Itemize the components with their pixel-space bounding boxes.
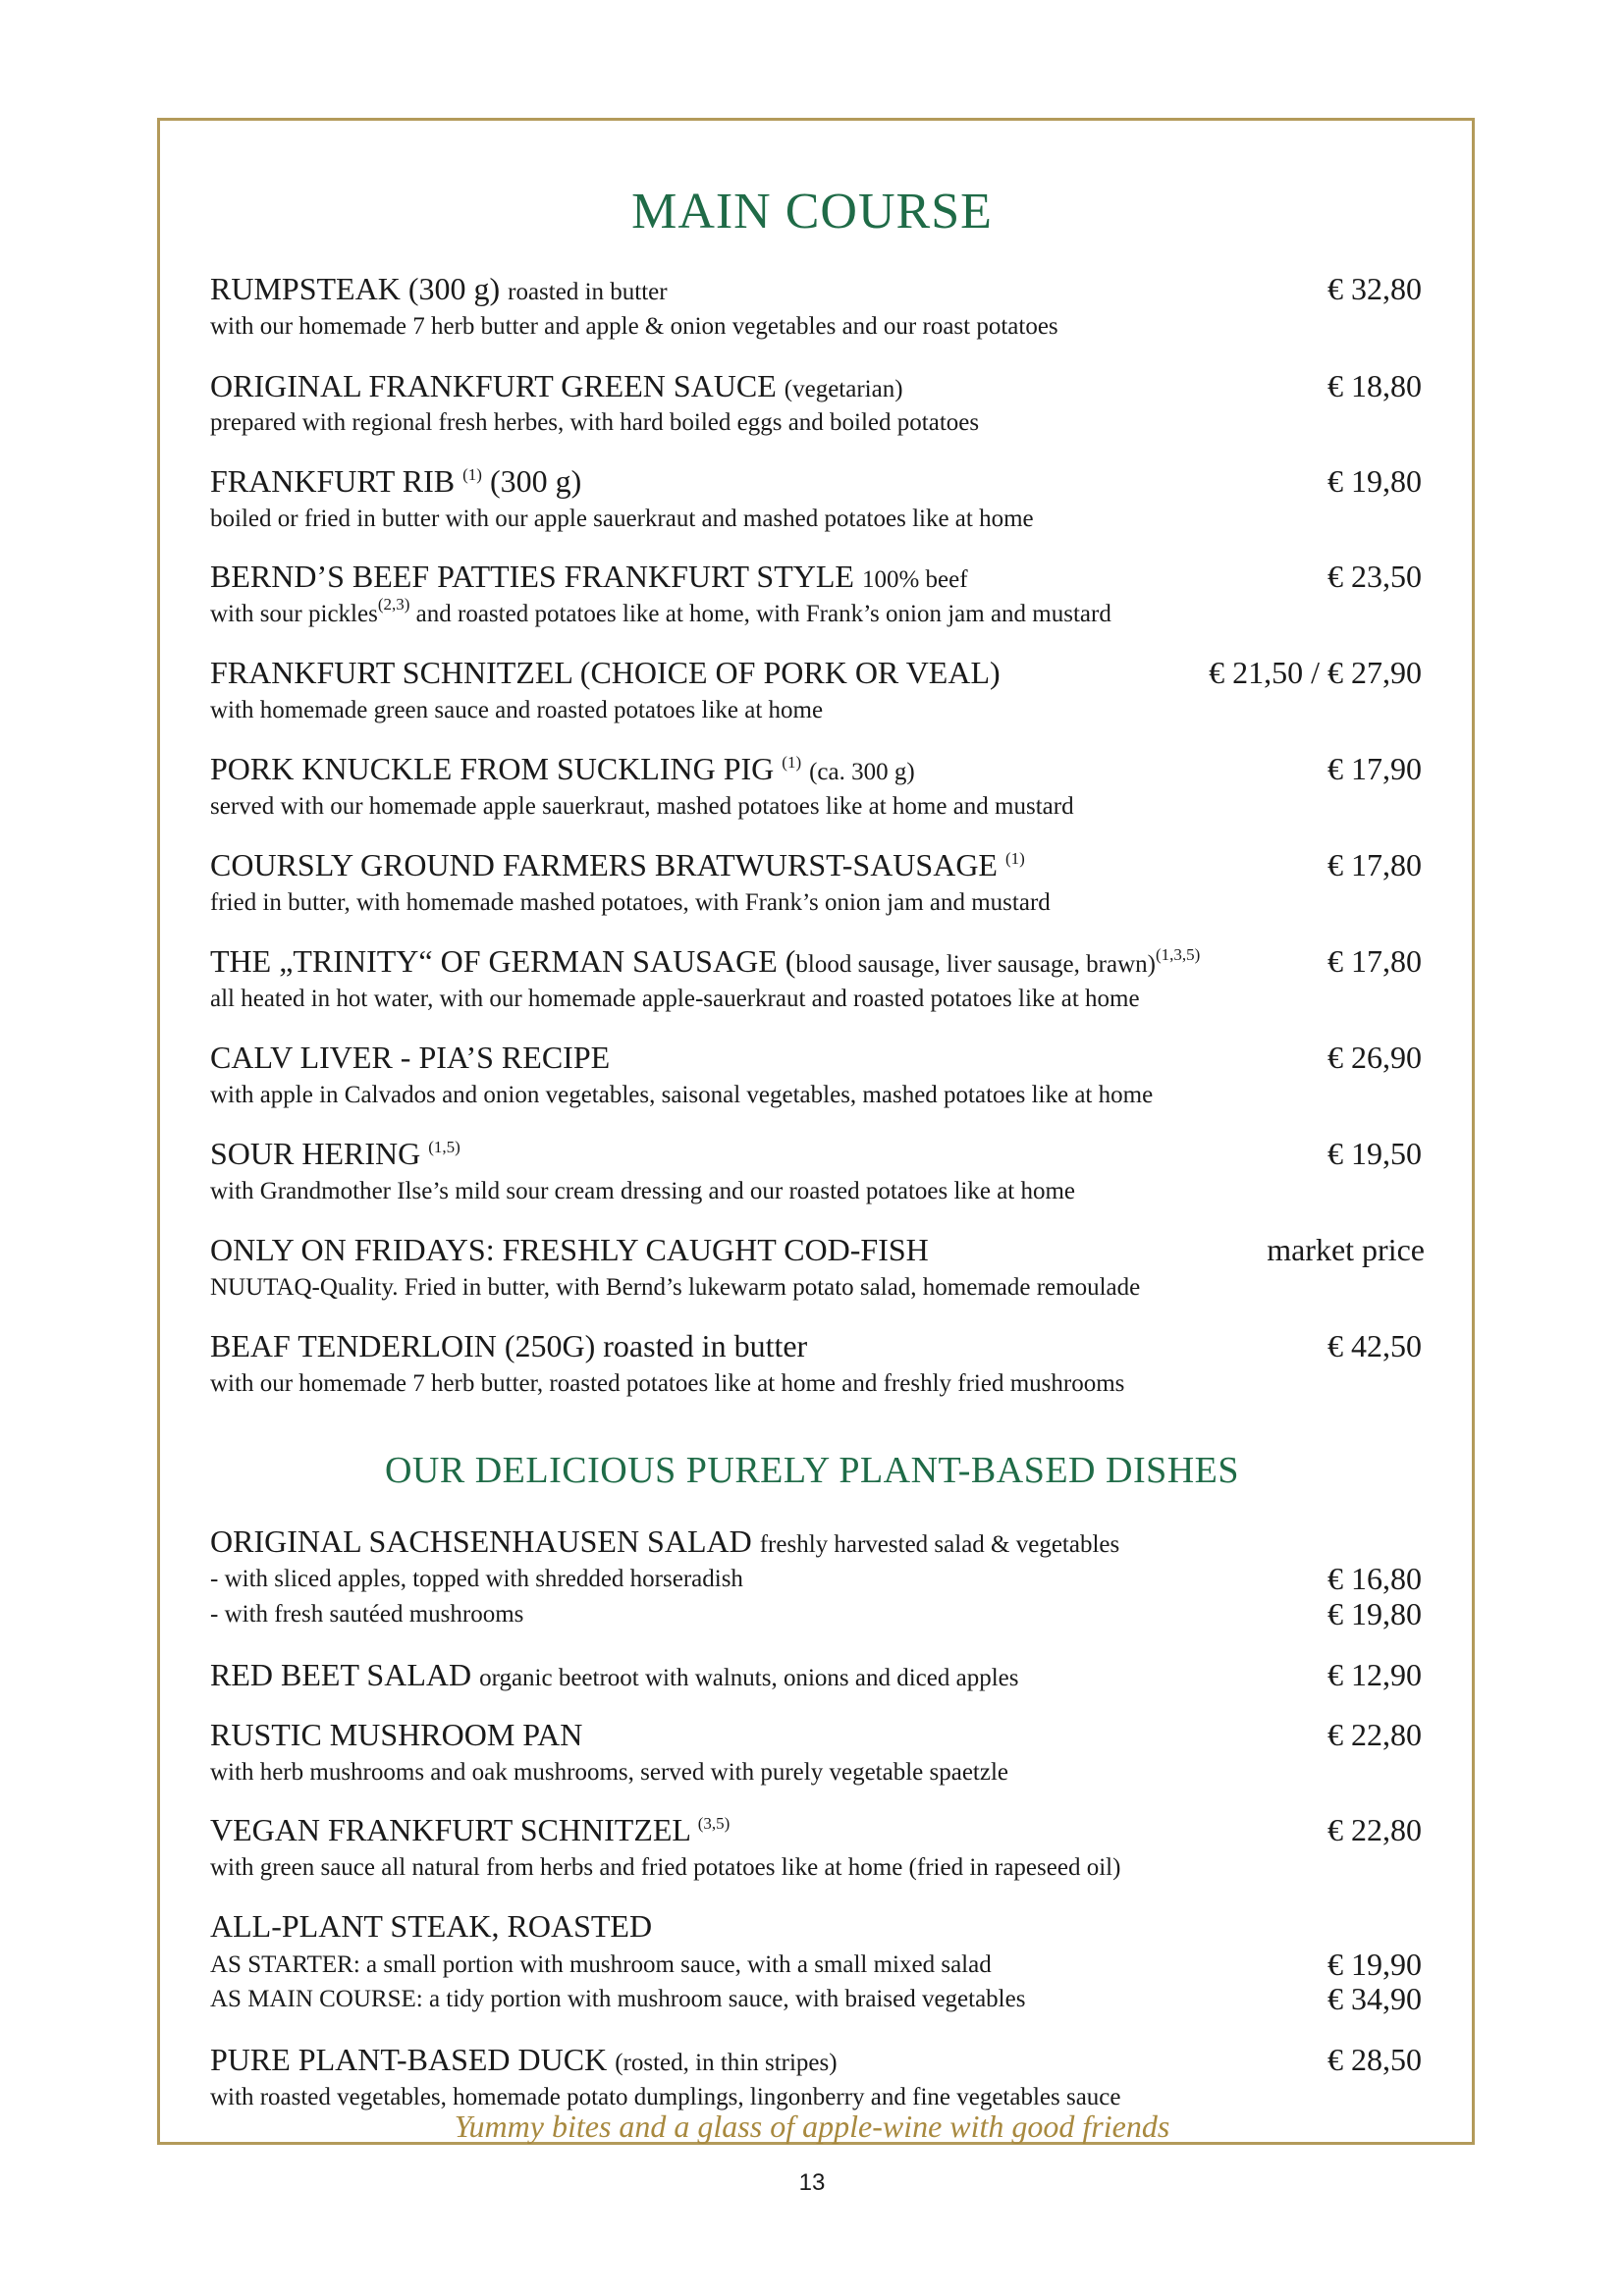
menu-item-price: € 22,80 [1327, 1812, 1422, 1847]
menu-item-price: € 34,90 [1327, 1981, 1422, 2016]
menu-item-price: € 19,50 [1327, 1136, 1422, 1171]
menu-item-title: BEAF TENDERLOIN (250G) roasted in butter [210, 1328, 808, 1363]
menu-item-price: market price [1267, 1232, 1425, 1267]
menu-item-title: PORK KNUCKLE FROM SUCKLING PIG $^{(1)}$ (ca. 300 g) [210, 751, 915, 786]
menu-item-price: € 17,90 [1327, 751, 1422, 786]
menu-item-title: COURSLY GROUND FARMERS BRATWURST-SAUSAGE $^{(1)}$ [210, 847, 1025, 882]
menu-item-price: € 17,80 [1327, 847, 1422, 882]
menu-item-description: with apple in Calvados and onion vegetables, saisonal vegetables, mashed potatoes like at home [210, 1082, 1154, 1108]
menu-item-price: € 42,50 [1327, 1328, 1422, 1363]
menu-item-option: AS MAIN COURSE: a tidy portion with mushroom sauce, with braised vegetables [210, 1986, 1026, 2012]
menu-item-title: PURE PLANT-BASED DUCK (rosted, in thin stripes) [210, 2042, 838, 2077]
menu-item-description: with green sauce all natural from herbs and fried potatoes like at home (fried in rapeseed oil) [210, 1854, 1121, 1881]
menu-item-title: RUSTIC MUSHROOM PAN [210, 1717, 583, 1752]
menu-item-price: € 19,80 [1327, 463, 1422, 499]
menu-item-description: with our homemade 7 herb butter and apple & onion vegetables and our roast potatoes [210, 313, 1058, 340]
menu-item-description: served with our homemade apple sauerkraut, mashed potatoes like at home and mustard [210, 793, 1074, 820]
menu-item-title: ALL-PLANT STEAK, ROASTED [210, 1908, 653, 1944]
menu-item-price: € 16,80 [1327, 1561, 1422, 1596]
menu-item-title: ORIGINAL FRANKFURT GREEN SAUCE (vegetarian) [210, 368, 903, 403]
plant-based-heading: OUR DELICIOUS PURELY PLANT-BASED DISHES [384, 1450, 1240, 1491]
menu-item-price: € 19,90 [1327, 1947, 1422, 1982]
menu-item-title: BERND’S BEEF PATTIES FRANKFURT STYLE 100% beef [210, 559, 968, 594]
menu-item-price: € 23,50 [1327, 559, 1422, 594]
menu-item-price: € 28,50 [1327, 2042, 1422, 2077]
menu-item-description: with Grandmother Ilse’s mild sour cream dressing and our roasted potatoes like at home [210, 1178, 1076, 1204]
menu-item-price: € 26,90 [1327, 1040, 1422, 1075]
menu-item-title: SOUR HERING $^{(1,5)}$ [210, 1136, 460, 1171]
menu-item-option: - with fresh sautéed mushrooms [210, 1601, 524, 1628]
menu-item-description: boiled or fried in butter with our apple sauerkraut and mashed potatoes like at home [210, 506, 1034, 532]
menu-item-price: € 18,80 [1327, 368, 1422, 403]
menu-item-title: ORIGINAL SACHSENHAUSEN SALAD freshly harvested salad & vegetables [210, 1523, 1120, 1559]
menu-item-price: € 17,80 [1327, 943, 1422, 979]
menu-item-title: CALV LIVER - PIA’S RECIPE [210, 1040, 611, 1075]
menu-item-price: € 12,90 [1327, 1657, 1422, 1692]
menu-item-title: VEGAN FRANKFURT SCHNITZEL $^{(3,5)}$ [210, 1812, 731, 1847]
menu-item-title: FRANKFURT SCHNITZEL (CHOICE OF PORK OR VEAL) [210, 655, 1001, 690]
menu-item-description: prepared with regional fresh herbes, with hard boiled eggs and boiled potatoes [210, 409, 980, 436]
menu-item-description: all heated in hot water, with our homemade apple-sauerkraut and roasted potatoes like at home [210, 986, 1140, 1012]
menu-item-title: FRANKFURT RIB $^{(1)}$ (300 g) [210, 463, 582, 499]
menu-item-title: RUMPSTEAK (300 g) roasted in butter [210, 271, 668, 306]
menu-item-option: - with sliced apples, topped with shredded horseradish [210, 1566, 743, 1592]
menu-item-description: fried in butter, with homemade mashed potatoes, with Frank’s onion jam and mustard [210, 889, 1051, 916]
menu-item-description: with roasted vegetables, homemade potato dumplings, lingonberry and fine vegetables sauce [210, 2084, 1121, 2110]
menu-item-price: € 19,80 [1327, 1596, 1422, 1631]
menu-item-price: € 22,80 [1327, 1717, 1422, 1752]
menu-item-price: € 21,50 / € 27,90 [1209, 655, 1422, 690]
menu-item-description: with sour pickles$^{(2,3)}$ and roasted potatoes like at home, with Frank’s onion jam and mustard [210, 595, 1111, 627]
menu-item-description: NUUTAQ-Quality. Fried in butter, with Bernd’s lukewarm potato salad, homemade remoulade [210, 1274, 1141, 1301]
menu-item-price: € 32,80 [1327, 271, 1422, 306]
page-number: 13 [798, 2169, 826, 2196]
menu-item-option: AS STARTER: a small portion with mushroom sauce, with a small mixed salad [210, 1951, 992, 1978]
menu-item-title: ONLY ON FRIDAYS: FRESHLY CAUGHT COD-FISH [210, 1232, 929, 1267]
menu-item-title: THE „TRINITY“ OF GERMAN SAUSAGE (blood sausage, liver sausage, brawn)$^{(1,3,5)}$ [210, 943, 1201, 979]
menu-item-description: with homemade green sauce and roasted potatoes like at home [210, 697, 824, 723]
menu-item-description: with herb mushrooms and oak mushrooms, served with purely vegetable spaetzle [210, 1759, 1009, 1786]
menu-item-title: RED BEET SALAD organic beetroot with walnuts, onions and diced apples [210, 1657, 1019, 1692]
menu-item-description: with our homemade 7 herb butter, roasted potatoes like at home and freshly fried mushrooms [210, 1370, 1125, 1397]
footer-tagline: Yummy bites and a glass of apple-wine with good friends [454, 2109, 1170, 2144]
main-course-heading: MAIN COURSE [631, 184, 993, 240]
